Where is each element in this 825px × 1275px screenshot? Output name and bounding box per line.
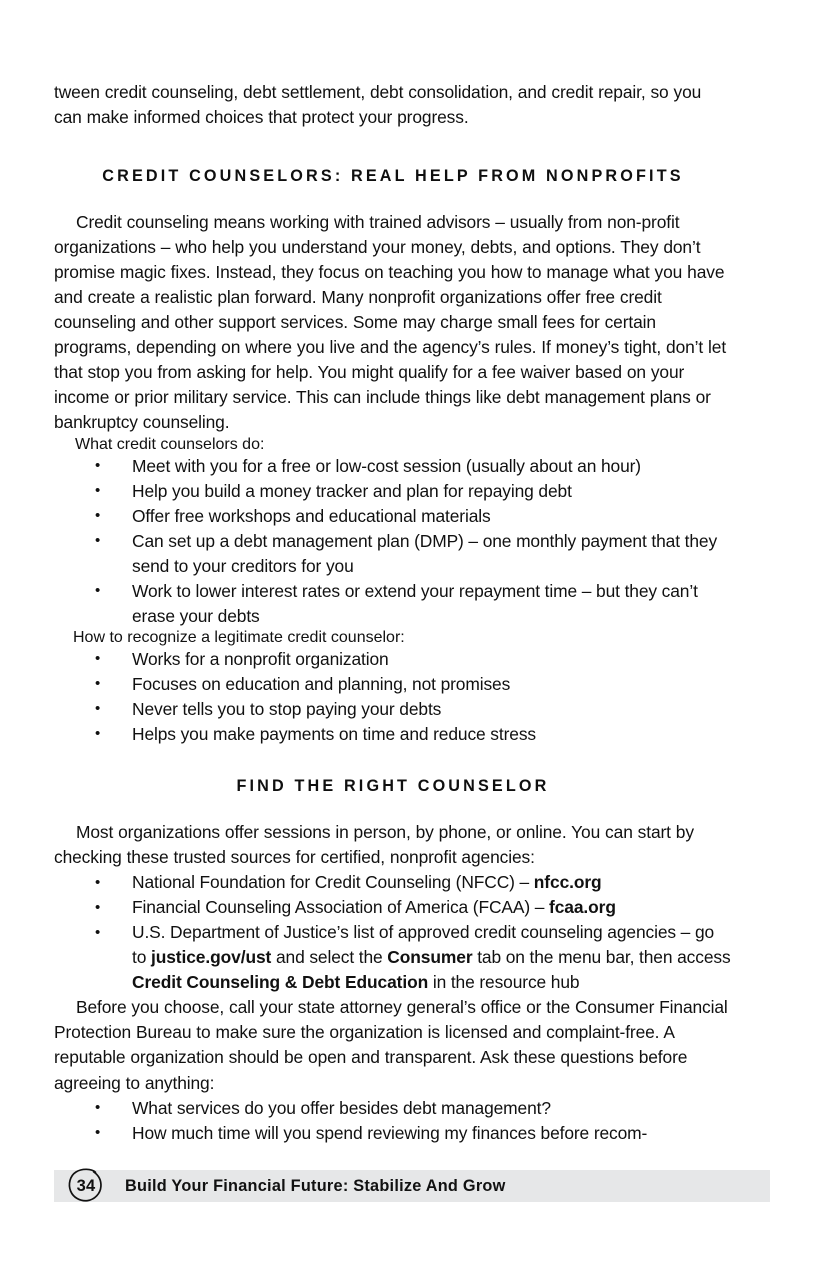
list-item: • Can set up a debt management plan (DMP) – one monthly payment that they send to your creditors for you [54,529,732,579]
section-one-heading-wrap [54,130,732,210]
list-two-lead-in: How to recognize a legitimate credit counselor: [73,628,405,646]
list-one-lead-in: What credit counselors do: [75,435,265,453]
source-resource-name: Credit Counseling & Debt Education [132,972,429,993]
closing-paragraph: Before you choose, call your state attorney general’s office or the Consumer Financial Protection Bureau to make sure the organization is licensed and complaint-free. A reputable organization should be open and transparent. Ask these questions before agreeing to anything: [54,997,728,1093]
list-item: • Works for a nonprofit organization [54,647,732,672]
source-text: National Foundation for Credit Counseling (NFCC) – [132,872,534,893]
section-two-heading-wrap [54,747,732,820]
source-text: in the resource hub [428,972,580,993]
list-item: • What services do you offer besides debt management? [54,1096,732,1121]
list-item: • Offer free workshops and educational materials [54,504,732,529]
source-text: U.S. Department of Justice’s list of approved credit counseling agencies – go to [132,922,715,968]
text-column [54,80,732,1146]
source-text: and select the [271,947,388,968]
continued-paragraph: tween credit counseling, debt settlement, debt consolidation, and credit repair, so you can make informed choices that protect your progress. [54,82,702,128]
list-trusted-sources [54,870,732,995]
section-heading-credit-counselors: CREDIT COUNSELORS: REAL HELP FROM NONPROFITS [102,167,684,186]
source-link: fcaa.org [549,897,616,918]
footer-book-title: Build Your Financial Future: Stabilize And Grow [125,1176,506,1195]
list-recognize-legitimate-counselor [54,647,732,747]
list-questions-to-ask [54,1096,732,1146]
list-item: • Work to lower interest rates or extend your repayment time – but they can’t erase your debts [54,579,732,629]
page-number: 34 [76,1176,96,1195]
source-link: nfcc.org [533,872,602,893]
source-tab-name: Consumer [387,947,473,968]
list-item [54,920,732,995]
source-text: tab on the menu bar, then access [472,947,731,968]
list-item [54,895,732,920]
list-item: • How much time will you spend reviewing my finances before recom- [54,1121,732,1146]
section-one-paragraph: Credit counseling means working with trained advisors – usually from non-profit organizations – who help you understand your money, debts, and options. They don’t promise magic fixes. Instead, they focus on teaching you how to manage what you have and create a realistic plan forward. Many nonprofit organizations offer free credit counseling and other support services. Some may charge small fees for certain programs, depending on where you live and the agency’s rules. If money’s tight, don’t let that stop you from asking for help. You might qualify for a fee waiver based on your income or prior military service. This can include things like debt management plans or bankruptcy counseling. [54,212,727,433]
list-item: • Helps you make payments on time and reduce stress [54,722,732,747]
source-link: justice.gov/ust [150,947,272,968]
section-two-paragraph: Most organizations offer sessions in person, by phone, or online. You can start by checking these trusted sources for certified, nonprofit agencies: [54,822,694,868]
list-what-counselors-do [54,454,732,629]
section-heading-find-counselor: FIND THE RIGHT COUNSELOR [236,777,550,796]
list-item: • Never tells you to stop paying your debts [54,697,732,722]
list-item: • Help you build a money tracker and plan for repaying debt [54,479,732,504]
list-item [54,870,732,895]
list-item: • Meet with you for a free or low-cost session (usually about an hour) [54,454,732,479]
source-text: Financial Counseling Association of America (FCAA) – [132,897,550,918]
list-item: • Focuses on education and planning, not promises [54,672,732,697]
